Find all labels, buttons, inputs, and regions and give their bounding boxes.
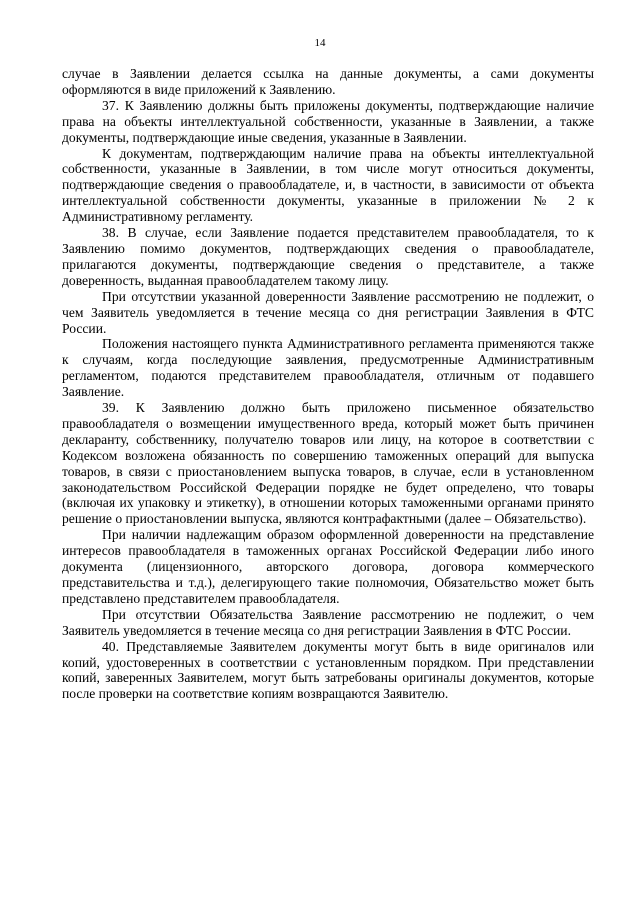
page-number: 14	[314, 37, 326, 49]
paragraph-40: 40. Представляемые Заявителем документы могут быть в виде оригиналов или копий, удостоверенных в соответствии с установленным порядком. При представлении копий, заверенных Заявителем, могут быть затребованы оригиналы документов, которые после проверки на соответствие копиям возвращаются Заявителю.	[62, 638, 594, 702]
paragraph-continuation: случае в Заявлении делается ссылка на данные документы, а сами документы оформляются в виде приложений к Заявлению.	[62, 66, 594, 97]
paragraph-39: 39. К Заявлению должно быть приложено письменное обязательство правообладателя о возмещении имущественного вреда, который может быть причинен декларанту, собственнику, получателю товаров или лицу, на которое в соответствии с Кодексом возложена обязанность по совершению таможенных операций для выпуска товаров, в связи с приостановлением выпуска товаров, в случае, если в установленном законодательством Российской Федерации порядке не будет определено, что товары (включая их упаковку и этикетку), в отношении которых таможенными органами принято решение о приостановлении выпуска, являются контрафактными (далее – Обязательство).	[62, 400, 594, 527]
paragraph-38: 38. В случае, если Заявление подается представителем правообладателя, то к Заявлению помимо документов, подтверждающих сведения о правообладателе, прилагаются документы, подтверждающие сведения о представителе, а также доверенность, выданная правообладателем такому лицу.	[62, 225, 594, 288]
paragraph-39-no-obligation: При отсутствии Обязательства Заявление рассмотрению не подлежит, о чем Заявитель уведомляется в течение месяца со дня регистрации Заявления в ФТС России.	[62, 606, 594, 638]
document-body	[62, 66, 594, 702]
paragraph-37: 37. К Заявлению должны быть приложены документы, подтверждающие наличие права на объекты интеллектуальной собственности, указанные в Заявлении, а также документы, подтверждающие иные сведения, указанные в Заявлении.	[62, 97, 594, 145]
paragraph-39-power-of-attorney: При наличии надлежащим образом оформленной доверенности на представление интересов правообладателя в таможенных органах Российской Федерации либо иного документа (лицензионного, авторского договора, договора коммерческого представительства и т.д.), делегирующего такие полномочия, Обязательство может быть представлено представителем правообладателя.	[62, 527, 594, 606]
paragraph-38-no-power-of-attorney: При отсутствии указанной доверенности Заявление рассмотрению не подлежит, о чем Заявитель уведомляется в течение месяца со дня регистрации Заявления в ФТС России.	[62, 288, 594, 336]
paragraph-37-documents: К документам, подтверждающим наличие права на объекты интеллектуальной собственности, указанные в Заявлении, в том числе могут относиться документы, подтверждающие сведения о правообладателе, и, в частности, в зависимости от объекта интеллектуальной собственности документы, указанные в приложении № 2 к Административному регламенту.	[62, 145, 594, 225]
paragraph-38-provisions: Положения настоящего пункта Административного регламента применяются также к случаям, когда последующие заявления, предусмотренные Административным регламентом, подаются представителем правообладателя, отличным от подавшего Заявление.	[62, 336, 594, 400]
